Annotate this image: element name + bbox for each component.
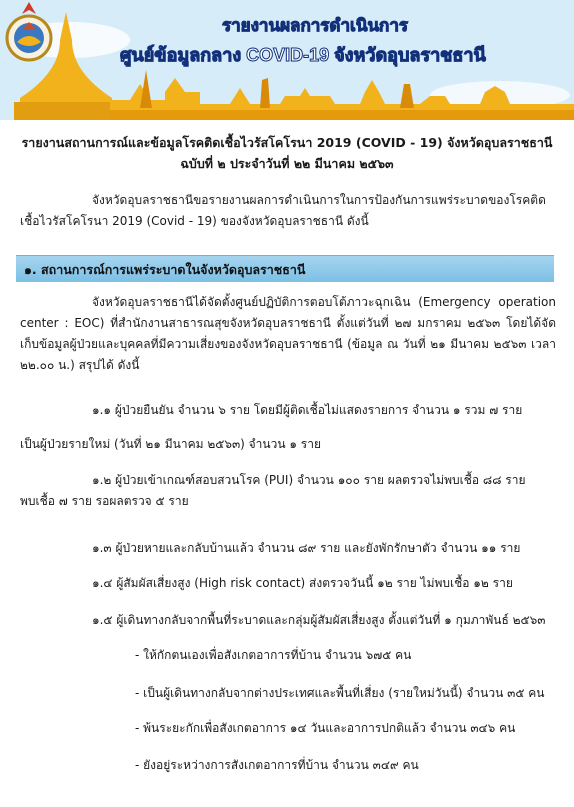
list-item: - พ้นระยะกักเพื่อสังเกตอาการ ๑๔ วันและอาการปกติแล้ว จำนวน ๓๔๖ คน bbox=[135, 721, 516, 735]
headline-issue-date: ฉบับที่ ๒ ประจำวันที่ ๒๒ มีนาคม ๒๕๖๓ bbox=[180, 156, 394, 171]
section-header-bar bbox=[16, 255, 554, 282]
headline-title: รายงานสถานการณ์และข้อมูลโรคติดเชื้อไวรัสโคโรนา 2019 (COVID - 19) จังหวัดอุบลราชธานี bbox=[21, 135, 553, 150]
item-1-5: ๑.๕ ผู้เดินทางกลับจากพื้นที่ระบาดและกลุ่มผู้สัมผัสเสี่ยงสูง ตั้งแต่วันที่ ๑ กุมภาพันธ์ ๒๕๖๓ bbox=[92, 613, 546, 627]
list-item: - ยังอยู่ระหว่างการสังเกตอาการที่บ้าน จำนวน ๓๔๙ คน bbox=[135, 758, 419, 772]
intro-paragraph: จังหวัดอุบลราชธานีขอรายงานผลการดำเนินการในการป้องกันการแพร่ระบาดของโรคติดเชื้อไวรัสโคโรนา 2019 (Covid - 19) ของจังหวัดอุบลราชธานี ดังนี้ bbox=[20, 193, 546, 228]
report-headline bbox=[20, 132, 554, 174]
provincial-seal-icon bbox=[0, 0, 58, 64]
section-title: ๑. สถานการณ์การแพร่ระบาดในจังหวัดอุบลราชธานี bbox=[24, 262, 306, 277]
list-item: - เป็นผู้เดินทางกลับจากต่างประเทศและพื้นที่เสี่ยง (รายใหม่วันนี้) จำนวน ๓๕ คน bbox=[135, 686, 545, 700]
banner-title-line1: รายงานผลการดำเนินการ bbox=[221, 16, 409, 35]
item-1-1-continued: เป็นผู้ป่วยรายใหม่ (วันที่ ๒๑ มีนาคม ๒๕๖๓) จำนวน ๑ ราย bbox=[20, 437, 322, 451]
banner-title-line2: ศูนย์ข้อมูลกลาง COVID-19 จังหวัดอุบลราชธานี bbox=[120, 45, 486, 65]
header-banner bbox=[0, 0, 574, 120]
section-paragraph: จังหวัดอุบลราชธานีได้จัดตั้งศูนย์ปฏิบัติการตอบโต้ภาวะฉุกเฉิน (Emergency operation center : EOC) ที่สำนักงานสาธารณสุขจังหวัดอุบลราชธานี ตั้งแต่วันที่ ๒๗ มกราคม ๒๕๖๓ โดยได้จัดเก็บข้อมูลผู้ป่วยและบุคคลที่มีความเสี่ยงของจังหวัดอุบลราชธานี (ข้อมูล ณ วันที่ ๒๑ มีนาคม ๒๕๖๓ เวลา ๒๒.๐๐ น.) สรุปได้ ดังนี้ bbox=[20, 295, 556, 372]
list-item: - ให้กักตนเองเพื่อสังเกตอาการที่บ้าน จำนวน ๖๗๕ คน bbox=[135, 648, 412, 662]
item-1-3: ๑.๓ ผู้ป่วยหายและกลับบ้านแล้ว จำนวน ๘๙ ราย และยังพักรักษาตัว จำนวน ๑๑ ราย bbox=[92, 541, 521, 555]
item-1-2: ๑.๒ ผู้ป่วยเข้าเกณฑ์สอบสวนโรค (PUI) จำนวน ๑๐๐ ราย ผลตรวจไม่พบเชื้อ ๘๘ ราย bbox=[92, 473, 526, 487]
item-1-4: ๑.๔ ผู้สัมผัสเสี่ยงสูง (High risk contact) ส่งตรวจวันนี้ ๑๒ ราย ไม่พบเชื้อ ๑๒ ราย bbox=[92, 576, 513, 590]
item-1-2-continued: พบเชื้อ ๗ ราย รอผลตรวจ ๕ ราย bbox=[20, 494, 189, 508]
item-1-1: ๑.๑ ผู้ป่วยยืนยัน จำนวน ๖ ราย โดยมีผู้ติดเชื้อไม่แสดงรายการ จำนวน ๑ รวม ๗ ราย bbox=[92, 403, 523, 417]
